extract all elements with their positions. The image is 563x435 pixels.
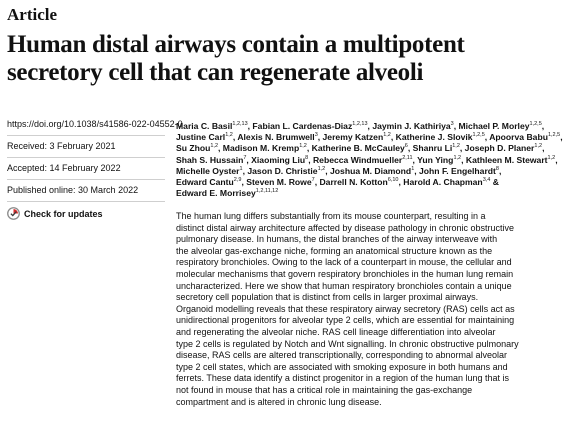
accepted-date: Accepted: 14 February 2022 — [7, 163, 165, 180]
author-line — [176, 121, 545, 132]
author-name: & — [490, 177, 499, 188]
publication-metadata — [7, 119, 183, 220]
abstract-line: type 2 cell states, which are associated with smoking exposure in both humans and — [176, 361, 508, 372]
author-name: , — [541, 121, 545, 131]
author-name: , Yun Ying — [412, 154, 454, 165]
author-affiliation: 8 — [495, 165, 499, 172]
author-affiliation: 3,4 — [482, 177, 491, 184]
author-affiliation: 1,2 — [452, 143, 460, 150]
author-name: , — [498, 165, 502, 176]
abstract-line: Organoid modelling reveals that these respiratory airway secretory (RAS) cells act as — [176, 303, 515, 314]
abstract-line: type 2 cells is regulated by Notch and Wnt signalling. In chronic obstructive pulmonary — [176, 338, 519, 349]
abstract-line: The human lung differs substantially from its mouse counterpart, resulting in a — [176, 211, 486, 221]
author-affiliation: 2,9 — [233, 177, 242, 184]
abstract-line: disease, RAS cells are altered transcriptionally, corresponding to abnormal alveolar — [176, 350, 508, 361]
abstract-line: molecular mechanisms that govern respiratory bronchioles in the human lung remain — [176, 268, 514, 279]
author-name: Michelle Oyster — [176, 165, 240, 176]
author-affiliation: 1,2,11,12 — [255, 188, 279, 195]
author-affiliation: 1,2 — [453, 154, 462, 161]
author-affiliation: 6,10 — [387, 177, 399, 184]
author-line — [176, 166, 526, 177]
author-name: Edward E. Morrisey — [176, 188, 256, 199]
author-affiliation: 8 — [305, 154, 309, 161]
author-line — [176, 188, 526, 199]
author-line — [176, 154, 558, 166]
abstract-line: distinct distal airway architecture affected by disease pathology in chronic obstructive — [176, 222, 515, 233]
abstract-line: compartment and is altered in chronic lung disease. — [176, 396, 382, 407]
author-line — [176, 143, 545, 154]
author-name: , Kathleen M. Stewart — [461, 154, 548, 165]
author-name: , — [555, 154, 558, 165]
author-affiliation: 1,2 — [317, 165, 326, 172]
abstract-line: and regenerating the alveolar niche. RAS cell lineage differentiation into alveolar — [176, 326, 496, 337]
author-name: Maria C. Basil — [176, 121, 233, 131]
author-affiliation: 1,2 — [299, 143, 307, 150]
author-list — [176, 121, 563, 199]
author-affiliation: 2,11 — [402, 154, 413, 161]
abstract-line: respiratory bronchioles. Owing to the lack of a counterpart in mouse, the cellular and — [176, 257, 512, 268]
author-affiliation: 1 — [411, 165, 415, 172]
author-name: , Katherine J. Slovik — [390, 132, 473, 143]
author-name: , Jeremy Katzen — [317, 132, 384, 143]
author-name: , Alexis N. Brumwell — [232, 132, 315, 143]
received-date: Received: 3 February 2021 — [7, 141, 165, 158]
author-name: , Shanru Li — [407, 143, 453, 154]
author-name: , Xiaoming Liu — [246, 154, 306, 165]
author-affiliation: 1,2 — [210, 143, 219, 150]
author-line — [176, 177, 526, 188]
author-affiliation: 1,2,5 — [547, 132, 561, 139]
author-affiliation: 1,2 — [534, 143, 543, 150]
author-affiliation: 1,2,13 — [232, 121, 248, 128]
author-affiliation: 6 — [404, 143, 408, 150]
author-name: , Rebecca Windmueller — [308, 154, 403, 165]
author-affiliation: 1,2 — [547, 154, 556, 161]
abstract-line: uncharacterized. Here we show that human respiratory bronchioles contain a unique — [176, 280, 512, 291]
check-for-updates-button[interactable] — [7, 207, 165, 220]
author-name: Edward Cantu — [176, 177, 234, 188]
abstract-line: pulmonary disease. In humans, the distal branches of the airway interweave with — [176, 234, 498, 245]
author-name: , Michael P. Morley — [453, 121, 530, 131]
author-name: , Joseph D. Planer — [459, 143, 535, 154]
author-name: , Madison M. Kremp — [218, 143, 300, 154]
doi-link[interactable]: https://doi.org/10.1038/s41586-022-04552-0 — [7, 119, 165, 136]
abstract-line: the alveolar gas-exchange niche, forming an anatomical structure known as the — [176, 245, 493, 256]
author-name: , Steven M. Rowe — [241, 177, 312, 188]
check-updates-icon — [7, 207, 20, 220]
author-name: , Harold A. Chapman — [398, 177, 483, 188]
author-affiliation: 1,2 — [383, 132, 391, 139]
author-affiliation: 1,2 — [225, 132, 233, 139]
check-updates-label: Check for updates — [24, 208, 103, 219]
author-line — [176, 132, 563, 143]
author-affiliation: 1,2,5 — [529, 121, 542, 128]
author-affiliation: 1 — [239, 165, 243, 172]
abstract-line: unidirectional progenitors for alveolar type 2 cells, which are essential for maintaining — [176, 315, 515, 326]
author-affiliation: 7 — [311, 177, 315, 184]
author-name: , Jason D. Christie — [242, 165, 318, 176]
abstract-line: ferrets. These data identify a distinct progenitor in a region of the human lung that is — [176, 373, 510, 384]
abstract — [176, 211, 526, 408]
author-name: , Darrell N. Kotton — [314, 177, 388, 188]
author-affiliation: 3 — [450, 121, 454, 128]
author-name: , Apoorva Babu — [484, 132, 548, 143]
abstract-line: secretory cell population that is distinct from cells in larger proximal airways. — [176, 292, 479, 303]
author-name: , Katherine B. McCauley — [306, 143, 405, 154]
author-name: Su Zhou — [176, 143, 211, 154]
author-affiliation: 7 — [243, 154, 247, 161]
paper-title: Human distal airways contain a multipotent secretory cell that can regenerate alveoli — [7, 31, 465, 86]
author-name: Shah S. Hussain — [176, 154, 244, 165]
author-name: , — [560, 132, 563, 143]
author-affiliation: 1,2,13 — [352, 121, 368, 128]
author-affiliation: 1,2,5 — [472, 132, 485, 139]
author-affiliation: 3 — [314, 132, 318, 139]
author-name: , — [542, 143, 545, 154]
abstract-line: not found in mouse that has a critical role in maintaining the gas-exchange — [176, 384, 473, 395]
article-type-label: Article — [7, 5, 58, 24]
author-name: , Joshua M. Diamond — [325, 165, 412, 176]
author-name: Justine Carl — [176, 132, 226, 143]
author-name: , John F. Engelhardt — [414, 165, 496, 176]
author-name: , Jaymin J. Kathiriya — [367, 121, 451, 131]
published-date: Published online: 30 March 2022 — [7, 185, 165, 202]
author-name: , Fabian L. Cardenas-Diaz — [247, 121, 353, 131]
